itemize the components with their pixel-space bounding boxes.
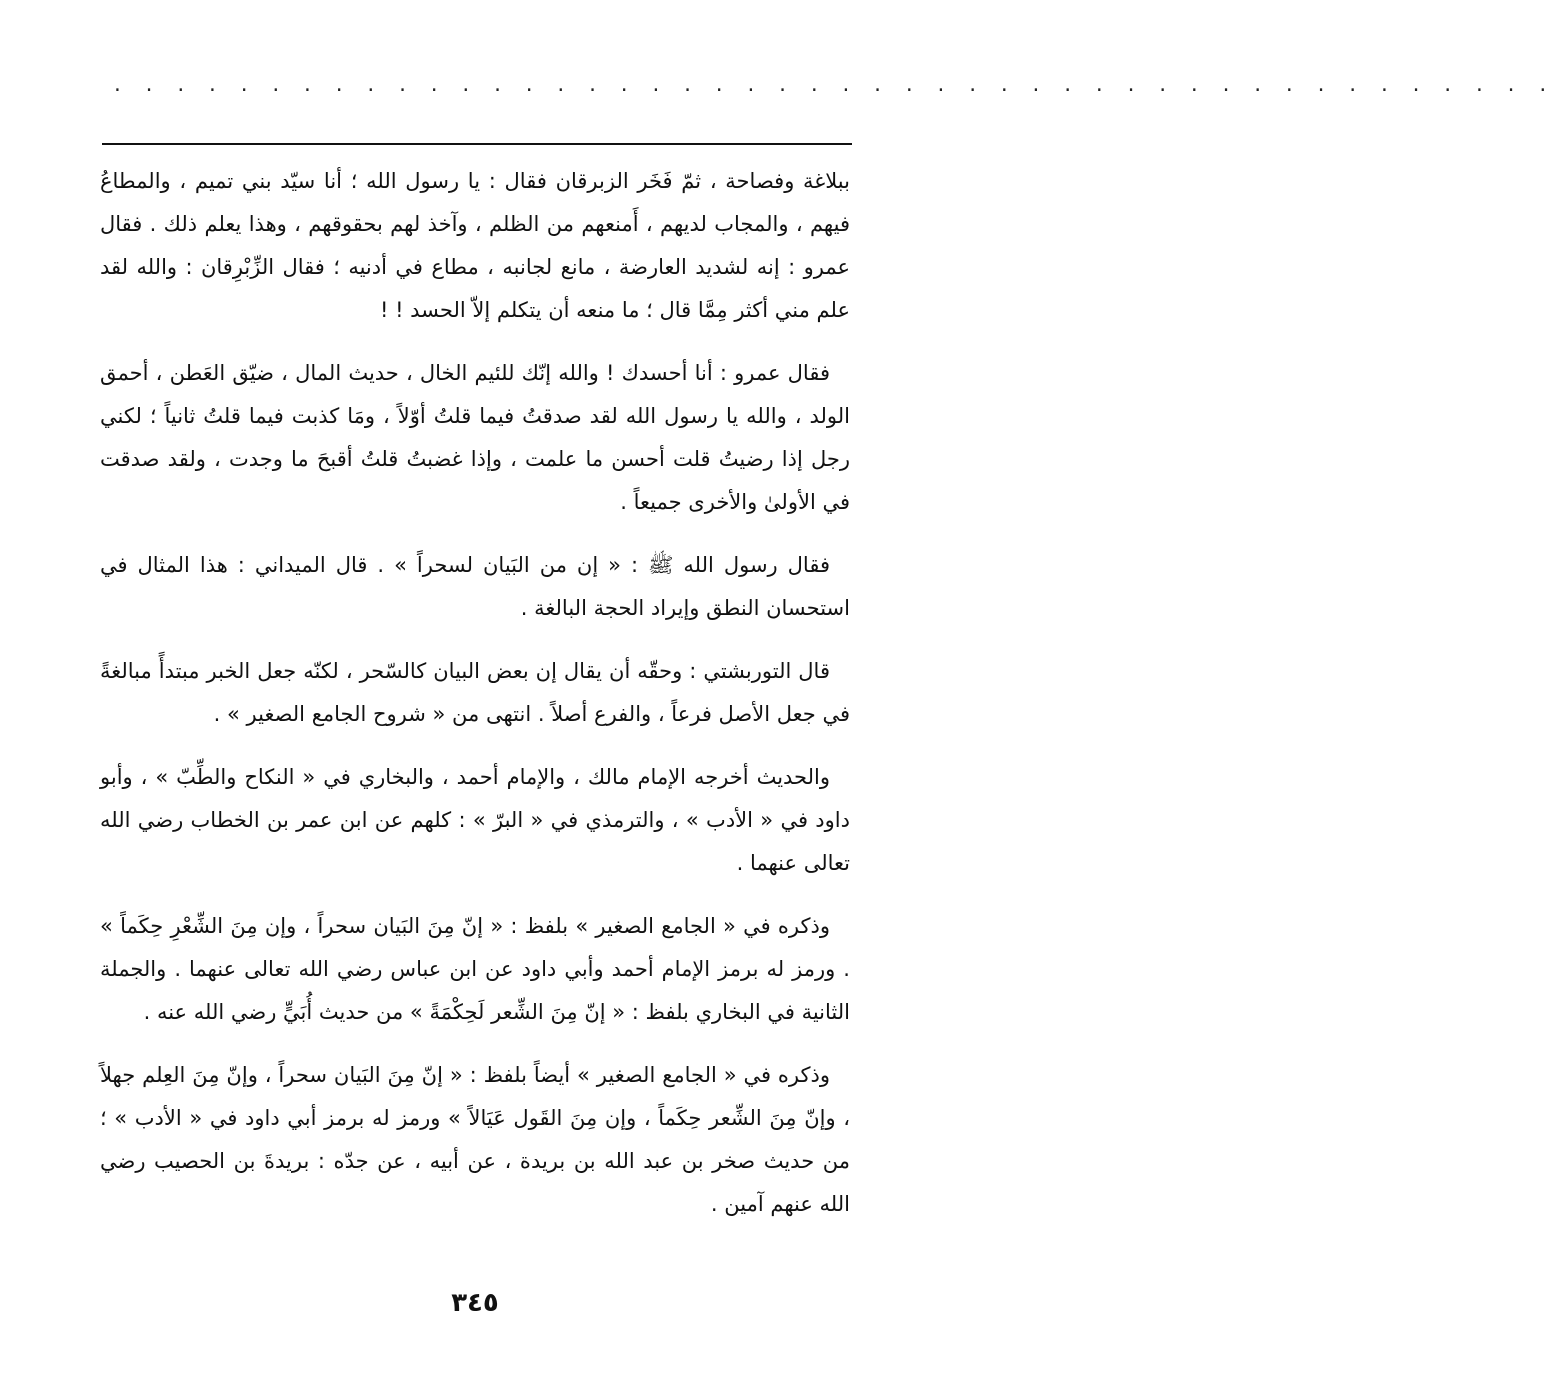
paragraph-1: ببلاغة وفصاحة ، ثمّ فَخَر الزبرقان فقال : يا رسول الله ؛ أنا سيّد بني تميم ، والمطاعُ فيهم ، والمجاب لديهم ، أَمنعهم من الظلم ، وآخذ لهم بحقوقهم ، وهذا يعلم ذلك . فقال عمرو : إنه لشديد العارضة ، مانع لجانبه ، مطاع في أدنيه ؛ فقال الزِّبْرِقان : والله لقد علم مني أكثر مِمَّا قال ؛ ما منعه أن يتكلم إلاّ الحسد ! ! xyxy=(100,169,850,322)
page-number: ٣٤٥ xyxy=(451,1288,499,1318)
page-body xyxy=(100,160,850,1246)
paragraph-5: والحديث أخرجه الإمام مالك ، والإمام أحمد ، والبخاري في « النكاح والطِّبّ » ، وأبو داود في « الأدب » ، والترمذي في « البرّ » : كلهم عن ابن عمر بن الخطاب رضي الله تعالى عنهما . xyxy=(100,765,850,875)
paragraph-3: فقال رسول الله ﷺ : « إن من البَيان لسحراً » . قال الميداني : هذا المثال في استحسان النطق وإيراد الحجة البالغة . xyxy=(100,553,850,620)
paragraph-6: وذكره في « الجامع الصغير » بلفظ : « إنّ مِنَ البَيان سحراً ، وإن مِنَ الشِّعْرِ حِكَماً » . ورمز له برمز الإمام أحمد وأبي داود عن ابن عباس رضي الله تعالى عنهما . والجملة الثانية في البخاري بلفظ : « إنّ مِنَ الشِّعر لَحِكْمَةً » من حديث أُبَيٍّ رضي الله عنه . xyxy=(100,914,850,1024)
paragraph-7: وذكره في « الجامع الصغير » أيضاً بلفظ : « إنّ مِنَ البَيان سحراً ، وإنّ مِنَ العِلم جهلاً ، وإنّ مِنَ الشِّعر حِكَماً ، وإن مِنَ القَول عَيَالاً » ورمز له برمز أبي داود في « الأدب » ؛ من حديث صخر بن عبد الله بن بريدة ، عن أبيه ، عن جدّه : بريدةَ بن الحصيب رضي الله عنهم آمين . xyxy=(100,1063,850,1216)
horizontal-rule xyxy=(102,143,852,145)
dotted-separator: · · · · · · · · · · · · · · · · · · · · · · · · · · · · · · · · · · · · · · · · · · · · · · xyxy=(112,80,1553,101)
paragraph-4: قال التوربشتي : وحقّه أن يقال إن بعض البيان كالسّحر ، لكنّه جعل الخبر مبتدأً مبالغةً في جعل الأصل فرعاً ، والفرع أصلاً . انتهى من « شروح الجامع الصغير » . xyxy=(100,659,850,726)
paragraph-2: فقال عمرو : أنا أحسدك ! والله إنّك للئيم الخال ، حديث المال ، ضيّق العَطن ، أحمق الولد ، والله يا رسول الله لقد صدقتُ فيما قلتُ أوّلاً ، ومَا كذبت فيما قلتُ ثانياً ؛ لكني رجل إذا رضيتُ قلت أحسن ما علمت ، وإذا غضبتُ قلتُ أقبحَ ما وجدت ، ولقد صدقت في الأولىٰ والأخرى جميعاً . xyxy=(100,361,850,514)
